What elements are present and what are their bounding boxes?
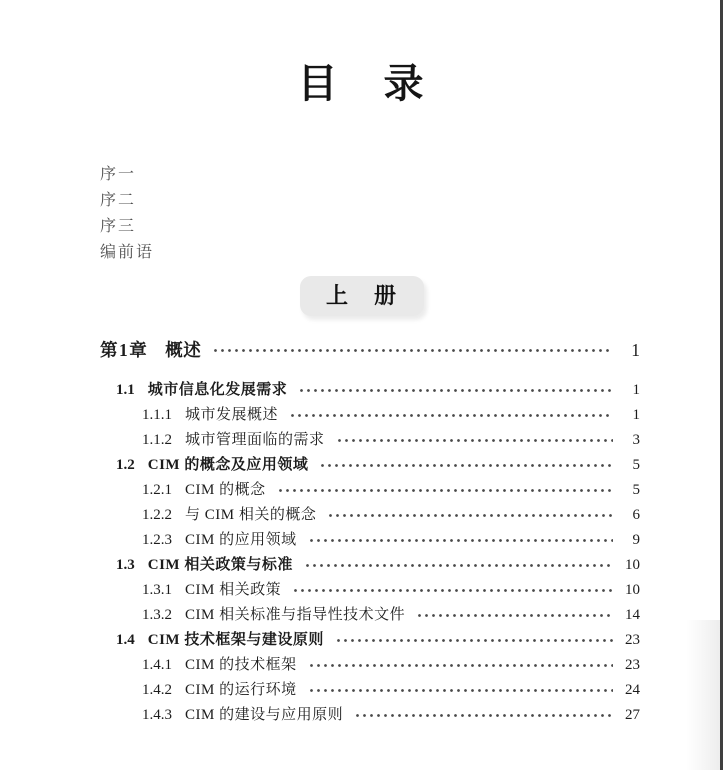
toc-entry-title: CIM 相关政策	[185, 582, 282, 598]
toc-entry-title: CIM 的建设与应用原则	[185, 707, 344, 723]
volume-badge	[300, 276, 424, 316]
toc-entry-title: CIM 的概念	[185, 482, 266, 498]
dot-leader	[302, 558, 613, 573]
dot-leader	[290, 583, 613, 598]
toc-entry-number: 1.2.2	[142, 507, 172, 523]
toc-entry-number: 1.4.1	[142, 657, 172, 673]
toc-entry-number: 1.4.2	[142, 682, 172, 698]
toc-entry-number: 1.3	[116, 557, 135, 573]
toc-entry-number: 1.2.3	[142, 532, 172, 548]
dot-leader	[306, 683, 613, 698]
toc-entry-1-3-1	[100, 578, 640, 603]
toc-entry-1-2	[100, 453, 640, 478]
toc-entry-1-3-2	[100, 603, 640, 628]
dot-leader	[414, 608, 613, 623]
toc-entry-number: 第1章	[100, 340, 149, 360]
toc-entry-number: 1.3.2	[142, 607, 172, 623]
toc-entry-title: CIM 的运行环境	[185, 682, 297, 698]
toc-entry-title: CIM 相关标准与指导性技术文件	[185, 607, 406, 623]
toc-entry-title: CIM 相关政策与标准	[147, 557, 293, 573]
toc-entry-title: 城市发展概述	[185, 407, 279, 423]
dot-leader	[306, 533, 613, 548]
toc-entry-number: 1.2.1	[142, 482, 172, 498]
toc-list	[100, 338, 640, 728]
toc-entry-1-4-2	[100, 678, 640, 703]
front-matter-list	[100, 162, 154, 266]
toc-entry-1-4-3	[100, 703, 640, 728]
dot-leader	[275, 483, 613, 498]
toc-entry-title: CIM 的概念及应用领域	[147, 457, 309, 473]
toc-entry-title: 城市管理面临的需求	[185, 432, 325, 448]
toc-entry-title: 与 CIM 相关的概念	[185, 507, 317, 523]
dot-leader	[317, 458, 613, 473]
toc-entry-chapter-1	[100, 338, 640, 363]
toc-entry-1-2-1	[100, 478, 640, 503]
toc-entry-number: 1.2	[116, 457, 135, 473]
toc-entry-number: 1.4.3	[142, 707, 172, 723]
toc-entry-page: 1	[632, 407, 640, 423]
page-title: 目 录	[297, 61, 427, 106]
toc-entry-1-1	[100, 378, 640, 403]
toc-entry-page: 5	[632, 457, 640, 473]
toc-entry-page: 24	[625, 682, 640, 698]
toc-entry-1-2-2	[100, 503, 640, 528]
toc-entry-title: CIM 技术框架与建设原则	[147, 632, 324, 648]
toc-entry-number: 1.1.1	[142, 407, 172, 423]
toc-entry-page: 1	[631, 340, 640, 360]
toc-entry-page: 6	[632, 507, 640, 523]
toc-entry-page: 10	[625, 557, 640, 573]
toc-entry-number: 1.1	[116, 382, 135, 398]
toc-entry-page: 14	[625, 607, 640, 623]
toc-entry-page: 10	[625, 582, 640, 598]
toc-entry-title: 概述	[165, 340, 202, 360]
scan-corner-shade	[686, 620, 720, 770]
toc-entry-page: 1	[632, 382, 640, 398]
toc-entry-number: 1.4	[116, 632, 135, 648]
toc-entry-1-3	[100, 553, 640, 578]
toc-entry-page: 5	[632, 482, 640, 498]
toc-entry-1-1-2	[100, 428, 640, 453]
front-matter-item-editors-note: 编前语	[100, 244, 155, 261]
toc-entry-1-2-3	[100, 528, 640, 553]
dot-leader	[352, 708, 613, 723]
front-matter-item-preface2: 序二	[100, 192, 137, 209]
toc-entry-1-4	[100, 628, 640, 653]
dot-leader	[296, 383, 613, 398]
toc-entry-page: 27	[625, 707, 640, 723]
front-matter-item-preface1: 序一	[100, 166, 137, 183]
dot-leader	[287, 408, 613, 423]
toc-entry-title: CIM 的应用领域	[185, 532, 297, 548]
toc-entry-page: 3	[632, 432, 640, 448]
dot-leader	[333, 633, 613, 648]
dot-leader	[306, 658, 613, 673]
dot-leader	[334, 433, 613, 448]
page-edge-line	[720, 0, 723, 770]
toc-entry-1-4-1	[100, 653, 640, 678]
toc-entry-page: 23	[625, 657, 640, 673]
dot-leader	[210, 343, 613, 358]
toc-entry-title: 城市信息化发展需求	[147, 382, 288, 398]
toc-entry-title: CIM 的技术框架	[185, 657, 297, 673]
front-matter-item-preface3: 序三	[100, 218, 137, 235]
toc-entry-number: 1.1.2	[142, 432, 172, 448]
dot-leader	[325, 508, 613, 523]
toc-entry-page: 23	[625, 632, 640, 648]
toc-entry-1-1-1	[100, 403, 640, 428]
toc-entry-number: 1.3.1	[142, 582, 172, 598]
toc-entry-page: 9	[632, 532, 640, 548]
volume-label: 上 册	[325, 283, 399, 308]
